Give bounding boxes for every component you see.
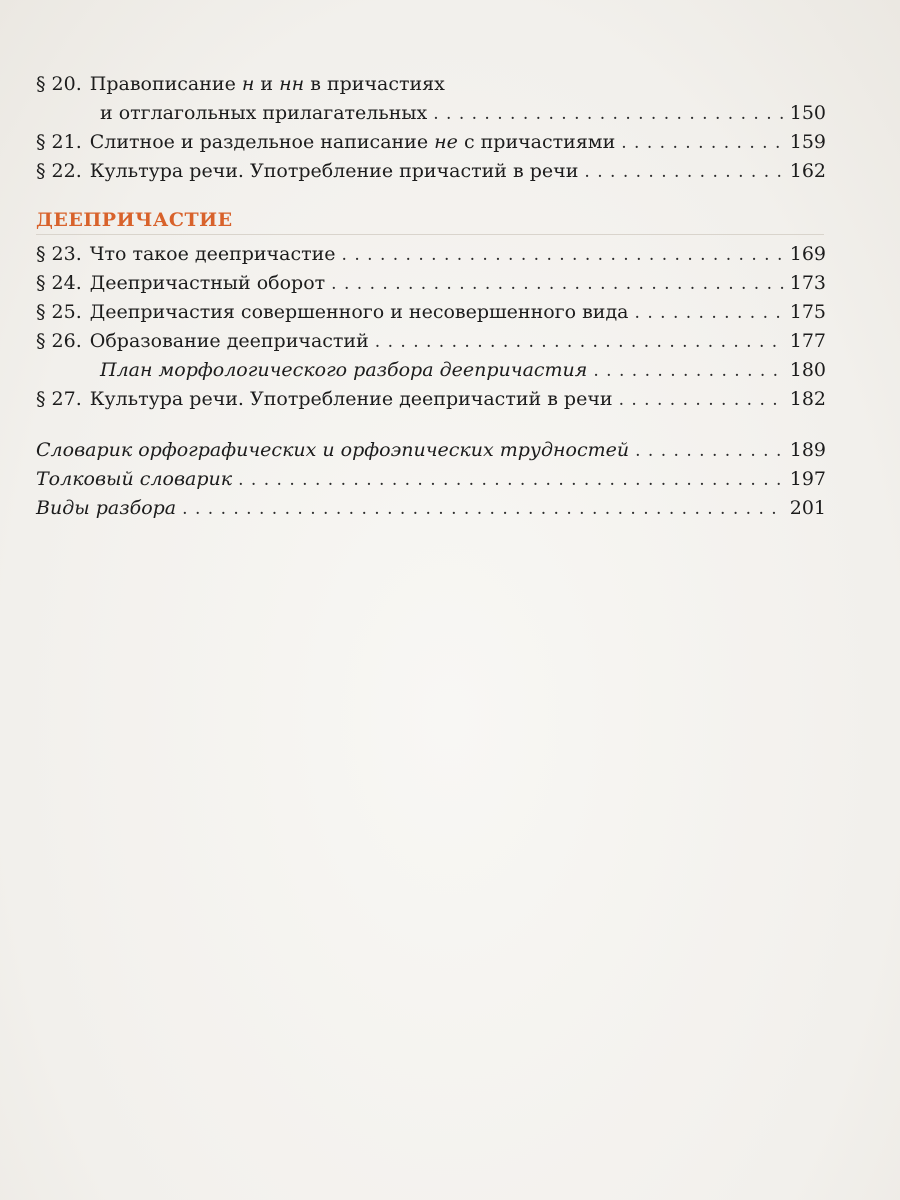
toc-entry-20[interactable] <box>36 70 826 99</box>
toc-page-number: 182 <box>789 388 826 410</box>
toc-page-number: 201 <box>789 497 826 519</box>
toc-entry[interactable] <box>36 327 826 356</box>
title-part: Правописание <box>89 73 242 95</box>
spacer <box>36 414 826 436</box>
toc-entry-title: План морфологического разбора деепричастия <box>100 359 588 381</box>
toc-entry-number: § 20. <box>36 73 82 95</box>
leader-dots <box>331 270 784 299</box>
toc-page-number: 189 <box>789 439 826 461</box>
toc-page-number: 173 <box>789 272 826 294</box>
title-part: и <box>254 73 280 95</box>
toc-entry-title <box>90 128 615 157</box>
leader-dots <box>621 129 783 158</box>
toc-entry-title: Деепричастия совершенного и несовершенного вида <box>89 301 629 323</box>
toc-entry-title: Толковый словарик <box>36 468 233 490</box>
toc-entry[interactable] <box>36 298 826 327</box>
toc-entry-20-continuation[interactable] <box>36 99 826 128</box>
toc-page-number: 169 <box>789 243 826 265</box>
leader-dots <box>375 328 784 357</box>
toc-appendix-entry[interactable] <box>36 494 826 523</box>
toc-entry-number: § 22. <box>36 160 82 182</box>
toc-page-number: 159 <box>789 131 826 153</box>
toc-entry-title: Культура речи. Употребление причастий в речи <box>89 160 579 182</box>
leader-dots <box>635 299 784 328</box>
toc-page-number: 162 <box>789 160 826 182</box>
title-part: в причастиях <box>304 73 445 95</box>
toc-entry-number: § 24. <box>36 272 82 294</box>
leader-dots <box>619 386 784 415</box>
toc-entry[interactable] <box>36 269 826 298</box>
toc-entry-21[interactable] <box>36 128 826 157</box>
appendix-entries <box>36 436 826 523</box>
toc-page-number: 175 <box>789 301 826 323</box>
leader-dots <box>584 158 783 187</box>
toc-entry[interactable] <box>36 385 826 414</box>
leader-dots <box>182 495 784 524</box>
toc-entry-number: § 27. <box>36 388 82 410</box>
toc-appendix-entry[interactable] <box>36 436 826 465</box>
section-entries <box>36 240 826 414</box>
toc-page-number: 150 <box>789 102 826 124</box>
toc-entry-22[interactable] <box>36 157 826 186</box>
toc-entry-title: Что такое деепричастие <box>89 243 336 265</box>
toc-entry[interactable] <box>36 356 826 385</box>
toc-entry-title: и отглагольных прилагательных <box>100 102 428 124</box>
title-part-italic: н <box>241 73 255 95</box>
toc-appendix-entry[interactable] <box>36 465 826 494</box>
leader-dots <box>433 100 784 129</box>
toc-entry-title: Образование деепричастий <box>89 330 369 352</box>
toc-entry-number: § 21. <box>36 131 82 153</box>
toc-page-number: 197 <box>789 468 826 490</box>
toc-entry-title: Культура речи. Употребление деепричастий в речи <box>89 388 613 410</box>
toc-entry-title <box>90 70 445 99</box>
section-heading: ДЕЕПРИЧАСТИЕ <box>36 209 233 231</box>
toc-entry-number: § 26. <box>36 330 82 352</box>
toc-entry-number: § 25. <box>36 301 82 323</box>
toc-page-number: 177 <box>789 330 826 352</box>
leader-dots <box>635 437 784 466</box>
toc-entry-title: Деепричастный оборот <box>89 272 326 294</box>
toc-entry-title: Виды разбора <box>36 497 177 519</box>
title-part-italic: нн <box>279 73 305 95</box>
toc-entry-title: Словарик орфографических и орфоэпических трудностей <box>36 439 630 461</box>
toc-page-number: 180 <box>789 359 826 381</box>
toc-entry[interactable] <box>36 240 826 269</box>
title-part-italic: не <box>434 131 458 153</box>
leader-dots <box>238 466 784 495</box>
leader-dots <box>342 241 784 270</box>
title-part: Слитное и раздельное написание <box>89 131 435 153</box>
table-of-contents <box>36 70 826 523</box>
toc-entry-number: § 23. <box>36 243 82 265</box>
title-part: с причастиями <box>457 131 616 153</box>
leader-dots <box>593 357 783 386</box>
section-rule <box>36 234 824 235</box>
